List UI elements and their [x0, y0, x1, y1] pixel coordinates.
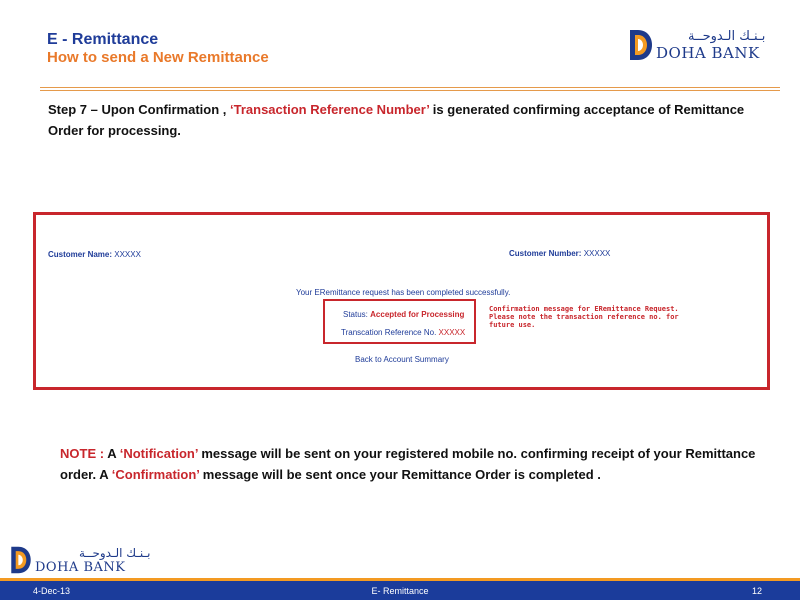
customer-name-label: Customer Name: [48, 250, 113, 259]
logo-latin-text: DOHA BANK [35, 559, 126, 575]
reference-line [341, 328, 465, 337]
header-divider-secondary [40, 90, 780, 91]
footer-title: E- Remittance [371, 586, 429, 596]
header-divider [40, 87, 780, 88]
status-value: Accepted for Processing [370, 310, 465, 319]
status-highlight-box [323, 299, 476, 344]
customer-number [509, 249, 610, 258]
reference-value: XXXXX [438, 328, 466, 337]
confirmation-callout: Confirmation message for ERemittance Request. Please note the transaction reference no. for future use. [489, 305, 679, 329]
back-to-account-summary-link[interactable]: Back to Account Summary [355, 355, 449, 364]
logo-latin-text: DOHA BANK [656, 43, 760, 62]
customer-number-value: XXXXX [583, 249, 611, 258]
note-label: NOTE : [60, 446, 105, 461]
note-paragraph [60, 443, 760, 485]
footer-date: 4-Dec-13 [33, 586, 71, 596]
note-notification-highlight: ‘Notification’ [119, 446, 198, 461]
logo-arabic-text: بـنـك الـدوحــة [79, 545, 151, 560]
status-line [343, 310, 464, 319]
note-part2: message will be sent on your registered mobile no. confirming receipt of your Remittance order. A [60, 446, 756, 482]
step-description [48, 99, 748, 141]
note-part1: A [104, 446, 120, 461]
customer-number-label: Customer Number: [509, 249, 582, 258]
note-confirmation-highlight: ‘Confirmation’ [111, 467, 200, 482]
note-part3: message will be sent once your Remittance Order is completed . [199, 467, 601, 482]
step-prefix: Step 7 – Upon Confirmation , [48, 102, 231, 117]
success-message: Your ERemittance request has been completed successfully. [296, 288, 511, 297]
footer-page-number: 12 [752, 586, 763, 596]
slide-title: E - Remittance [47, 31, 159, 48]
customer-name-value: XXXXX [114, 250, 141, 259]
step-highlight: ‘Transaction Reference Number’ [230, 102, 430, 117]
logo-arabic-text: بـنـك الـدوحــة [688, 28, 766, 44]
doha-bank-emblem-icon [9, 545, 33, 575]
doha-bank-emblem-icon [628, 28, 654, 62]
confirmation-panel [33, 212, 770, 390]
slide-subtitle: How to send a New Remittance [47, 49, 269, 66]
footer-bar [0, 581, 800, 600]
status-label: Status: [343, 310, 368, 319]
customer-name [48, 250, 141, 259]
step-suffix: is generated confirming acceptance of Remittance Order for processing. [48, 102, 745, 138]
doha-bank-logo-bottom [9, 545, 150, 575]
reference-label: Transcation Reference No. [341, 328, 437, 337]
doha-bank-logo-top [628, 28, 765, 62]
